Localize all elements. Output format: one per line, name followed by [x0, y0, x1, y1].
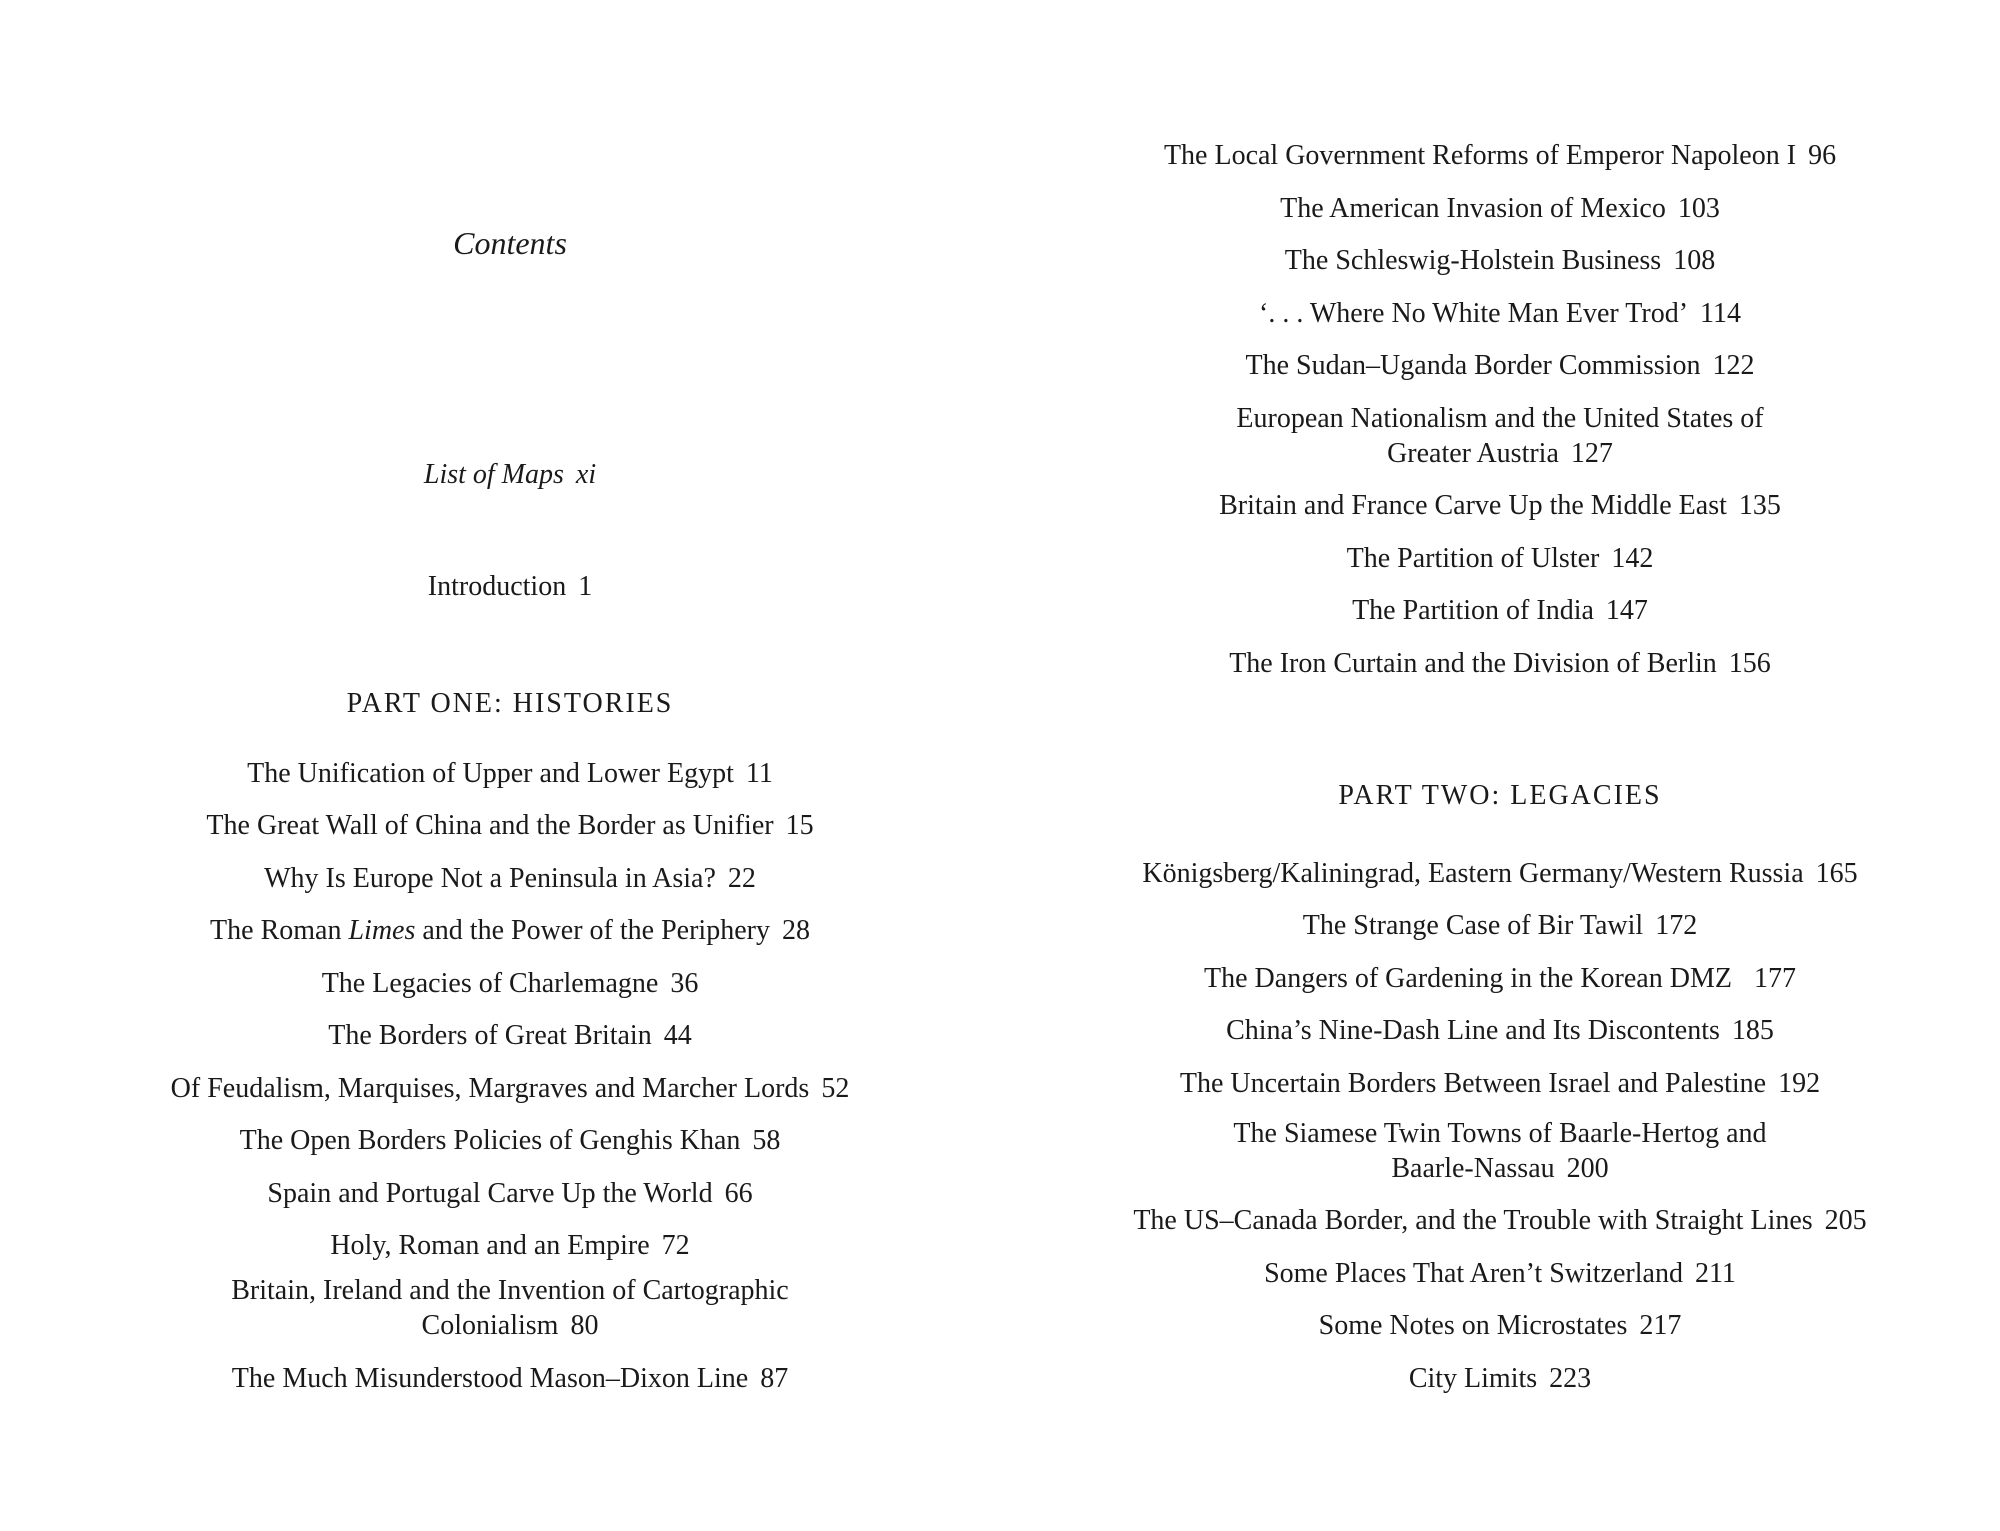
contents-title: Contents	[453, 225, 567, 261]
toc-entry-title: Why Is Europe Not a Peninsula in Asia?	[264, 863, 716, 894]
toc-page-number: 156	[1728, 648, 1771, 679]
toc-entry[interactable]	[1100, 908, 1900, 943]
toc-entry[interactable]	[130, 1176, 890, 1211]
toc-entry-title: Of Feudalism, Marquises, Margraves and Marcher Lords	[170, 1073, 810, 1104]
toc-page-number: 87	[760, 1363, 789, 1394]
toc-entry-title: Some Notes on Microstates	[1318, 1310, 1628, 1341]
toc-entry[interactable]	[130, 1361, 890, 1396]
toc-entry[interactable]	[130, 861, 890, 896]
toc-page-number: 223	[1549, 1363, 1592, 1394]
toc-page-number: xi	[575, 459, 597, 490]
toc-entry[interactable]	[130, 1018, 890, 1053]
toc-entry-title: ‘. . . Where No White Man Ever Trod’	[1259, 298, 1689, 329]
toc-page-number: 36	[670, 968, 699, 999]
toc-entry[interactable]	[130, 756, 890, 791]
right-page	[1100, 0, 1900, 1531]
toc-entry[interactable]	[1100, 488, 1900, 523]
toc-page-number: 66	[724, 1178, 753, 1209]
toc-entry[interactable]	[1100, 243, 1900, 278]
toc-page-number: 28	[781, 915, 810, 946]
toc-page-number: 96	[1808, 140, 1837, 171]
toc-page-number: 22	[727, 863, 756, 894]
toc-entry-title-end: and the Power of the Periphery	[415, 915, 770, 946]
toc-entry-title: Britain, Ireland and the Invention of Cartographic Colonialism	[231, 1275, 789, 1341]
toc-entry[interactable]	[1100, 1203, 1900, 1238]
toc-entry-title: Königsberg/Kaliningrad, Eastern Germany/Western Russia	[1142, 858, 1804, 889]
toc-entry-title: European Nationalism and the United States of Greater Austria	[1236, 403, 1764, 469]
toc-entry-title: The Schleswig-Holstein Business	[1284, 245, 1662, 276]
toc-entry-title: City Limits	[1408, 1363, 1538, 1394]
toc-entry-title: The Iron Curtain and the Division of Berlin	[1229, 648, 1717, 679]
toc-page-number: 122	[1712, 350, 1755, 381]
toc-page-number: 80	[570, 1310, 599, 1341]
toc-page-number: 200	[1566, 1153, 1609, 1184]
toc-entry-title: The Great Wall of China and the Border as Unifier	[206, 810, 774, 841]
toc-page-number: 114	[1700, 298, 1741, 329]
toc-entry-introduction[interactable]	[130, 569, 890, 604]
toc-page-number: 177	[1753, 963, 1796, 994]
toc-page-number: 52	[821, 1073, 850, 1104]
toc-page-number: 142	[1611, 543, 1654, 574]
toc-entry-title: Introduction	[427, 571, 567, 602]
toc-entry[interactable]	[1100, 593, 1900, 628]
toc-entry-title: Britain and France Carve Up the Middle East	[1219, 490, 1727, 521]
toc-entry-title: The Dangers of Gardening in the Korean DMZ	[1204, 963, 1732, 994]
toc-entry[interactable]	[130, 1273, 890, 1343]
toc-entry-title: The Partition of Ulster	[1346, 543, 1600, 574]
toc-entry[interactable]	[1100, 541, 1900, 576]
toc-page-number: 11	[745, 758, 773, 789]
toc-entry-title: Holy, Roman and an Empire	[330, 1230, 650, 1261]
toc-entry-title: The Borders of Great Britain	[328, 1020, 652, 1051]
toc-page-number: 185	[1731, 1015, 1774, 1046]
toc-entry[interactable]	[130, 1123, 890, 1158]
toc-entry[interactable]	[1100, 961, 1900, 996]
toc-entry-title-italic: Limes	[348, 915, 416, 946]
toc-page-number: 217	[1639, 1310, 1682, 1341]
toc-entry-title: The US–Canada Border, and the Trouble with Straight Lines	[1133, 1205, 1813, 1236]
toc-entry-title: The Sudan–Uganda Border Commission	[1245, 350, 1701, 381]
toc-entry-title: China’s Nine-Dash Line and Its Discontents	[1226, 1015, 1720, 1046]
toc-entry[interactable]	[130, 966, 890, 1001]
toc-entry-title: Spain and Portugal Carve Up the World	[267, 1178, 713, 1209]
toc-entry-title: The Local Government Reforms of Emperor Napoleon I	[1163, 140, 1797, 171]
toc-entry-title: The Much Misunderstood Mason–Dixon Line	[231, 1363, 749, 1394]
toc-entry[interactable]	[1100, 1013, 1900, 1048]
toc-page-number: 147	[1605, 595, 1648, 626]
toc-entry[interactable]	[1100, 1116, 1900, 1186]
toc-entry-title: The American Invasion of Mexico	[1280, 193, 1666, 224]
toc-page-number: 135	[1738, 490, 1781, 521]
toc-entry[interactable]	[1100, 1308, 1900, 1343]
toc-entry-title: Some Places That Aren’t Switzerland	[1264, 1258, 1683, 1289]
toc-entry[interactable]	[130, 1071, 890, 1106]
toc-page-number: 192	[1778, 1068, 1821, 1099]
toc-entry[interactable]	[1100, 646, 1900, 681]
toc-entry[interactable]	[1100, 296, 1900, 331]
toc-entry[interactable]	[1100, 191, 1900, 226]
toc-entry[interactable]	[1100, 401, 1900, 471]
toc-entry-title: The Partition of India	[1352, 595, 1594, 626]
toc-entry[interactable]	[130, 1228, 890, 1263]
toc-page-number: 211	[1694, 1258, 1736, 1289]
part-two-heading: PART TWO: LEGACIES	[1338, 780, 1662, 811]
toc-entry[interactable]	[1100, 1256, 1900, 1291]
toc-entry-title: The Siamese Twin Towns of Baarle-Hertog and Baarle-Nassau	[1233, 1118, 1767, 1184]
toc-entry[interactable]	[1100, 1066, 1900, 1101]
toc-entry-title: The Unification of Upper and Lower Egypt	[247, 758, 734, 789]
part-one-heading: PART ONE: HISTORIES	[346, 688, 674, 719]
toc-entry-title: The Open Borders Policies of Genghis Khan	[239, 1125, 741, 1156]
toc-page-number: 15	[785, 810, 814, 841]
toc-page-number: 1	[578, 571, 593, 602]
left-page	[130, 0, 890, 1531]
toc-entry-list-of-maps[interactable]	[130, 457, 890, 492]
toc-entry[interactable]	[1100, 1361, 1900, 1396]
toc-entry[interactable]	[1100, 856, 1900, 891]
toc-entry-title: The Uncertain Borders Between Israel and Palestine	[1179, 1068, 1767, 1099]
toc-page-number: 103	[1677, 193, 1720, 224]
toc-page-number: 127	[1570, 438, 1613, 469]
toc-entry[interactable]	[130, 913, 890, 948]
toc-page-number: 44	[663, 1020, 692, 1051]
toc-entry[interactable]	[1100, 138, 1900, 173]
toc-page-number: 58	[752, 1125, 781, 1156]
toc-page-number: 172	[1655, 910, 1698, 941]
toc-entry[interactable]	[130, 808, 890, 843]
toc-page-number: 165	[1815, 858, 1858, 889]
toc-entry-title: List of Maps	[423, 459, 564, 490]
toc-entry-title: The Legacies of Charlemagne	[321, 968, 659, 999]
toc-entry[interactable]	[1100, 348, 1900, 383]
toc-entry-title-start: The Roman	[210, 915, 349, 946]
toc-page-number: 205	[1824, 1205, 1867, 1236]
toc-page-number: 108	[1673, 245, 1716, 276]
toc-entry-title: The Strange Case of Bir Tawil	[1302, 910, 1644, 941]
toc-page-number: 72	[661, 1230, 690, 1261]
